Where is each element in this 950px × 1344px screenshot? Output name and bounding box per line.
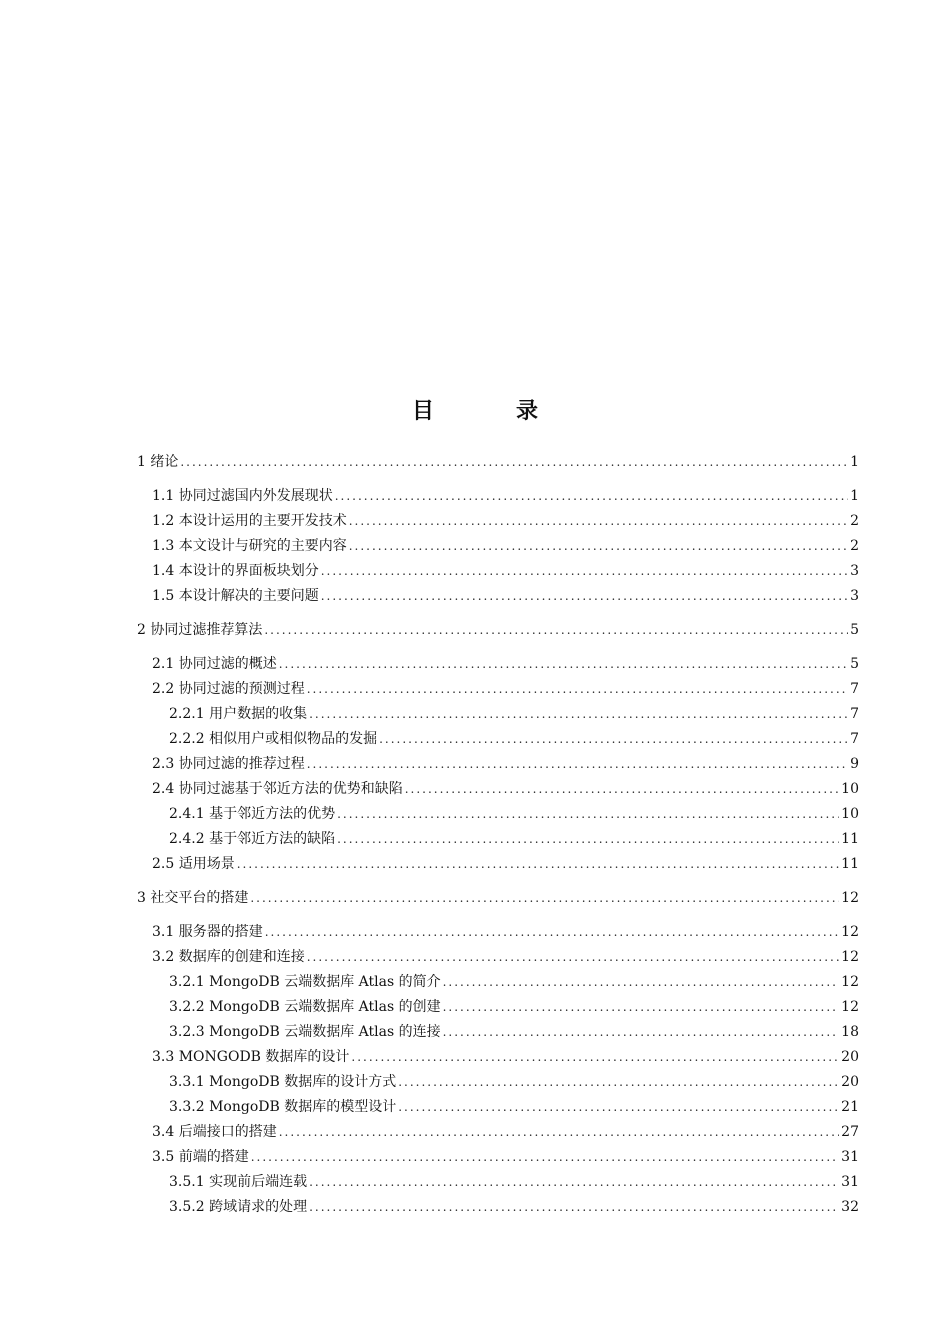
toc-entry-page-number: 11: [841, 856, 859, 872]
toc-entry[interactable]: [137, 777, 859, 802]
toc-entry-page-number: 5: [850, 656, 859, 672]
toc-entry-page-number: 12: [841, 890, 859, 906]
toc-dot-leader: [279, 1120, 839, 1145]
toc-dot-leader: [307, 677, 848, 702]
toc-entry[interactable]: [137, 559, 859, 584]
toc-entry[interactable]: [137, 945, 859, 970]
toc-dot-leader: [309, 702, 848, 727]
toc-dot-leader: [337, 802, 839, 827]
toc-entry[interactable]: [137, 727, 859, 752]
toc-dot-leader: [398, 1070, 839, 1095]
toc-entry-title: 2.4.1 基于邻近方法的优势: [169, 806, 336, 822]
toc-entry-page-number: 1: [850, 488, 859, 504]
toc-entry-page-number: 5: [850, 622, 859, 638]
toc-entry-page-number: 20: [841, 1049, 859, 1065]
toc-entry[interactable]: [137, 1095, 859, 1120]
toc-entry-page-number: 12: [841, 924, 859, 940]
toc-entry-title: 1 绪论: [137, 454, 179, 470]
toc-dot-leader: [307, 945, 839, 970]
toc-entry-title: 2.1 协同过滤的概述: [152, 656, 277, 672]
toc-entry[interactable]: [137, 920, 859, 945]
toc-entry-title: 3.2.1 MongoDB 云端数据库 Atlas 的简介: [169, 974, 441, 990]
toc-entry-page-number: 10: [841, 806, 859, 822]
toc-dot-leader: [398, 1095, 839, 1120]
toc-entry[interactable]: [137, 1145, 859, 1170]
toc-entry[interactable]: [137, 1170, 859, 1195]
toc-entry[interactable]: [137, 1020, 859, 1045]
toc-entry[interactable]: [137, 1195, 859, 1220]
page-title: 目 录: [411, 399, 568, 424]
toc-entry-title: 2.2 协同过滤的预测过程: [152, 681, 305, 697]
toc-entry-title: 3.4 后端接口的搭建: [152, 1124, 277, 1140]
toc-entry-title: 2.5 适用场景: [152, 856, 235, 872]
toc-dot-leader: [309, 1195, 839, 1220]
toc-dot-leader: [443, 995, 840, 1020]
toc-dot-leader: [351, 1045, 839, 1070]
toc-entry-title: 2.4.2 基于邻近方法的缺陷: [169, 831, 336, 847]
toc-entry[interactable]: [137, 450, 859, 475]
toc-entry-page-number: 3: [850, 588, 859, 604]
toc-dot-leader: [443, 1020, 840, 1045]
toc-entry-page-number: 12: [841, 949, 859, 965]
toc-entry-page-number: 18: [841, 1024, 859, 1040]
toc-entry-title: 2.2.2 相似用户或相似物品的发掘: [169, 731, 378, 747]
toc-dot-leader: [321, 559, 848, 584]
toc-entry-title: 3.3.2 MongoDB 数据库的模型设计: [169, 1099, 397, 1115]
toc-entry-page-number: 7: [850, 706, 859, 722]
toc-entry-title: 3 社交平台的搭建: [137, 890, 249, 906]
toc-dot-leader: [237, 852, 839, 877]
toc-dot-leader: [307, 752, 848, 777]
toc-entry-title: 1.2 本设计运用的主要开发技术: [152, 513, 347, 529]
table-of-contents: [137, 450, 859, 1220]
toc-dot-leader: [337, 827, 839, 852]
toc-entry[interactable]: [137, 702, 859, 727]
toc-entry-title: 3.5 前端的搭建: [152, 1149, 249, 1165]
toc-entry-title: 3.5.1 实现前后端连载: [169, 1174, 308, 1190]
toc-entry-page-number: 20: [841, 1074, 859, 1090]
toc-entry-page-number: 12: [841, 974, 859, 990]
toc-entry[interactable]: [137, 1070, 859, 1095]
toc-entry[interactable]: [137, 509, 859, 534]
toc-dot-leader: [443, 970, 840, 995]
toc-entry-page-number: 11: [841, 831, 859, 847]
toc-entry[interactable]: [137, 652, 859, 677]
toc-entry-title: 3.1 服务器的搭建: [152, 924, 263, 940]
toc-entry-title: 2.2.1 用户数据的收集: [169, 706, 308, 722]
toc-entry[interactable]: [137, 802, 859, 827]
toc-dot-leader: [264, 618, 848, 643]
toc-entry[interactable]: [137, 1120, 859, 1145]
toc-entry-page-number: 7: [850, 681, 859, 697]
toc-entry[interactable]: [137, 584, 859, 609]
toc-entry-title: 3.2 数据库的创建和连接: [152, 949, 305, 965]
toc-entry-page-number: 2: [850, 538, 859, 554]
toc-entry-page-number: 27: [841, 1124, 859, 1140]
toc-entry-title: 1.4 本设计的界面板块划分: [152, 563, 319, 579]
toc-entry[interactable]: [137, 618, 859, 643]
toc-entry[interactable]: [137, 852, 859, 877]
toc-entry-page-number: 31: [841, 1174, 859, 1190]
toc-entry[interactable]: [137, 1045, 859, 1070]
toc-entry-page-number: 12: [841, 999, 859, 1015]
toc-dot-leader: [379, 727, 848, 752]
toc-dot-leader: [321, 584, 848, 609]
toc-entry-title: 3.3 MONGODB 数据库的设计: [152, 1049, 350, 1065]
toc-dot-leader: [309, 1170, 839, 1195]
toc-entry-page-number: 3: [850, 563, 859, 579]
toc-entry-title: 1.1 协同过滤国内外发展现状: [152, 488, 333, 504]
toc-dot-leader: [180, 450, 848, 475]
toc-entry[interactable]: [137, 752, 859, 777]
toc-entry-title: 1.3 本文设计与研究的主要内容: [152, 538, 347, 554]
toc-dot-leader: [250, 886, 839, 911]
toc-entry-title: 2 协同过滤推荐算法: [137, 622, 263, 638]
toc-entry-title: 3.3.1 MongoDB 数据库的设计方式: [169, 1074, 397, 1090]
toc-entry[interactable]: [137, 886, 859, 911]
toc-entry-page-number: 21: [841, 1099, 859, 1115]
toc-entry[interactable]: [137, 677, 859, 702]
toc-entry-page-number: 32: [841, 1199, 859, 1215]
toc-entry-title: 1.5 本设计解决的主要问题: [152, 588, 319, 604]
toc-entry[interactable]: [137, 484, 859, 509]
toc-entry-title: 2.4 协同过滤基于邻近方法的优势和缺陷: [152, 781, 403, 797]
toc-dot-leader: [349, 534, 848, 559]
toc-entry-page-number: 7: [850, 731, 859, 747]
toc-entry-page-number: 2: [850, 513, 859, 529]
toc-entry-title: 3.2.2 MongoDB 云端数据库 Atlas 的创建: [169, 999, 441, 1015]
toc-entry-title: 3.2.3 MongoDB 云端数据库 Atlas 的连接: [169, 1024, 441, 1040]
toc-dot-leader: [265, 920, 839, 945]
toc-entry[interactable]: [137, 995, 859, 1020]
toc-entry-title: 2.3 协同过滤的推荐过程: [152, 756, 305, 772]
toc-entry[interactable]: [137, 534, 859, 559]
toc-entry-title: 3.5.2 跨域请求的处理: [169, 1199, 308, 1215]
toc-entry[interactable]: [137, 970, 859, 995]
toc-dot-leader: [335, 484, 848, 509]
toc-entry-page-number: 9: [850, 756, 859, 772]
toc-dot-leader: [405, 777, 839, 802]
toc-entry-page-number: 1: [850, 454, 859, 470]
toc-dot-leader: [251, 1145, 839, 1170]
toc-entry-page-number: 31: [841, 1149, 859, 1165]
toc-dot-leader: [349, 509, 848, 534]
toc-entry-page-number: 10: [841, 781, 859, 797]
toc-dot-leader: [279, 652, 848, 677]
toc-entry[interactable]: [137, 827, 859, 852]
